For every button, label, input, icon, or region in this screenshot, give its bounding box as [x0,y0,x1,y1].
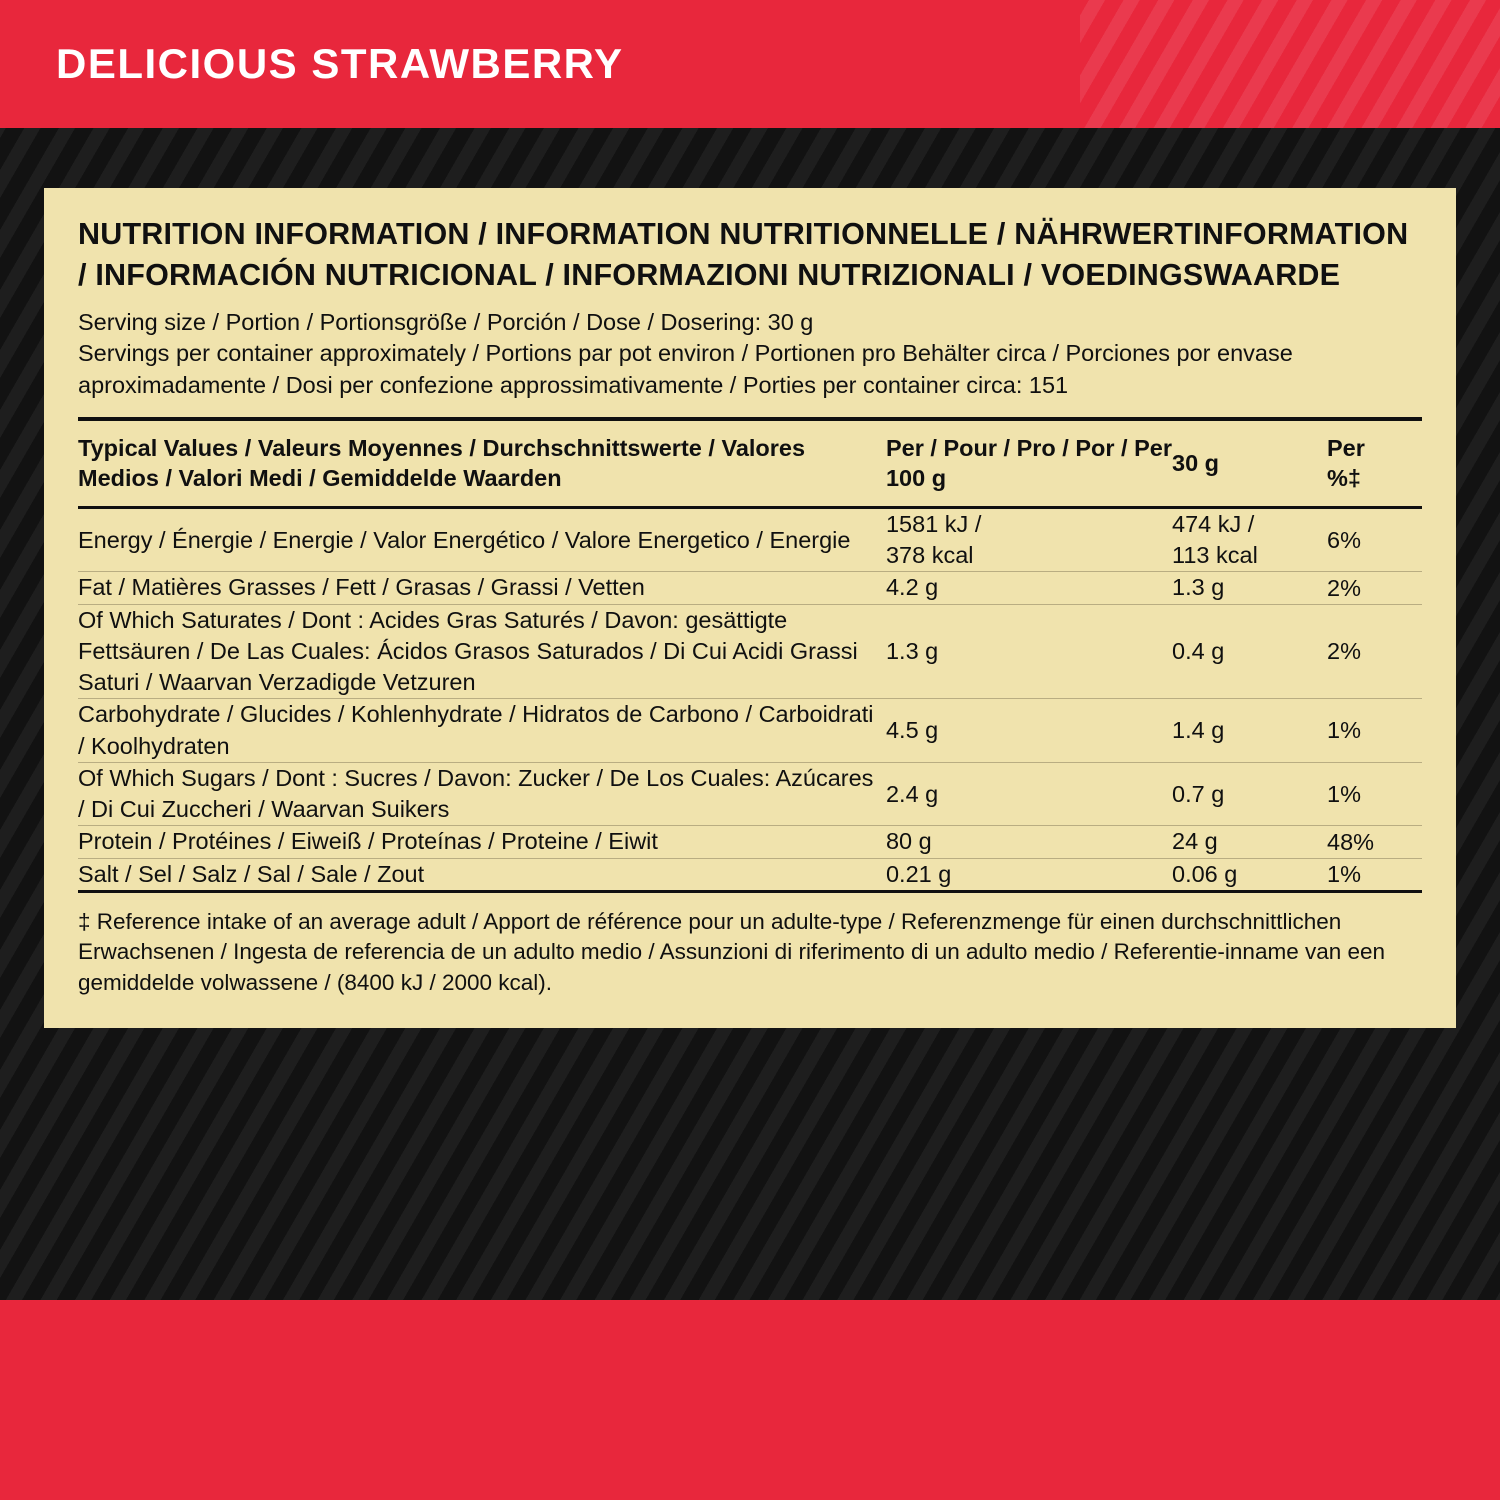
table-body [78,507,1422,891]
flavour-title: DELICIOUS STRAWBERRY [56,40,624,87]
row-value-percent: 2% [1327,638,1361,665]
nutrition-table [78,417,1422,893]
row-label: Carbohydrate / Glucides / Kohlenhydrate / Hidratos de Carbono / Carboidrati / Koolhydraten [78,701,874,759]
value-line-2: 378 kcal [885,542,974,569]
row-value-per-100g: 1.3 g [885,637,939,664]
col-header-line2: 30 g [1172,450,1220,477]
row-label: Of Which Sugars / Dont : Sucres / Davon: Zucker / De Los Cuales: Azúcares / Di Cui Zuccheri / Waarvan Suikers [78,764,874,823]
row-value-percent: 6% [1327,526,1361,553]
value-line-2: 113 kcal [1172,542,1258,569]
row-value-per-30g: 0.4 g [1172,637,1225,664]
row-value-percent: 2% [1327,574,1361,601]
row-value-percent: 48% [1327,828,1375,855]
nutrition-panel [44,188,1456,1028]
top-banner [0,0,1500,128]
value-line-1: 1581 kJ / [885,510,982,537]
row-value-per-100g: 0.21 g [885,860,952,887]
row-label: Salt / Sel / Salz / Sal / Sale / Zout [78,860,425,887]
row-value-percent: 1% [1327,780,1361,807]
row-value-percent: 1% [1327,860,1361,887]
column-header-percent [1327,419,1422,508]
col-header-line2: 100 g [885,465,947,492]
row-value-per-100g: 4.2 g [885,574,939,601]
row-value-percent: 1% [1327,717,1361,744]
row-value-per-30g: 24 g [1172,828,1218,855]
col-header-line1: Per [1327,434,1365,461]
table-row [78,507,1422,572]
col-header-line2: %‡ [1327,465,1361,492]
row-value-per-30g [1172,507,1327,572]
row-label: Fat / Matières Grasses / Fett / Grasas / Grassi / Vetten [78,574,645,601]
banner-stripe-pattern [1080,0,1500,128]
serving-size-line: Serving size / Portion / Portionsgröße / Porción / Dose / Dosering: 30 g [78,309,814,336]
row-value-per-100g [886,507,1172,572]
row-label: Protein / Protéines / Eiweiß / Proteínas / Proteine / Eiwit [78,828,658,855]
table-row [78,604,1422,699]
row-value-per-100g: 4.5 g [885,717,939,744]
row-value-per-30g: 1.3 g [1172,574,1225,601]
servings-per-container-line: Servings per container approximately / Portions par pot environ / Portionen pro Behälter circa / Porciones por envase aproximadamente / Dosi per confezione approssimativamente / Porties per container circa: 151 [78,340,1293,398]
row-value-per-100g: 2.4 g [885,780,939,807]
reference-intake-footnote: ‡ Reference intake of an average adult / Apport de référence pour un adulte-type / Referenzmenge für einen durchschnittlichen Erwachsenen / Ingesta de referencia de un adulto medio / Assunzioni di riferimento di un adulto medio / Referentie-inname van een gemiddelde volwassene / (8400 kJ / 2000 kcal). [78,908,1386,995]
table-header-row [78,419,1422,508]
panel-heading: NUTRITION INFORMATION / INFORMATION NUTRITIONNELLE / NÄHRWERTINFORMATION / INFORMACIÓN NUTRICIONAL / INFORMAZIONI NUTRIZIONALI / VOEDINGSWAARDE [78,217,1409,292]
row-value-per-100g: 80 g [885,828,932,855]
column-header-per-30g [1172,419,1327,508]
row-value-per-30g: 0.06 g [1172,860,1238,887]
table-row [78,858,1422,891]
table-row [78,826,1422,858]
column-header-typical-values: Typical Values / Valeurs Moyennes / Durchschnittswerte / Valores Medios / Valori Medi / Gemiddelde Waarden [78,434,806,492]
row-label: Energy / Énergie / Energie / Valor Energético / Valore Energetico / Energie [78,526,851,553]
col-header-line1: Per / Pour / Pro / Por / Per [885,434,1172,461]
table-row [78,762,1422,826]
row-value-per-30g: 1.4 g [1172,717,1225,744]
row-value-per-30g: 0.7 g [1172,780,1225,807]
value-line-1: 474 kJ / [1172,510,1255,537]
bottom-banner [0,1300,1500,1500]
serving-info [78,307,1422,401]
column-header-per-100g [886,419,1172,508]
table-row [78,699,1422,763]
row-label: Of Which Saturates / Dont : Acides Gras Saturés / Davon: gesättigte Fettsäuren / De Las Cuales: Ácidos Grasos Saturados / Di Cui Acidi Grassi Saturi / Waarvan Verzadigde Vetzuren [78,606,858,696]
table-row [78,572,1422,604]
